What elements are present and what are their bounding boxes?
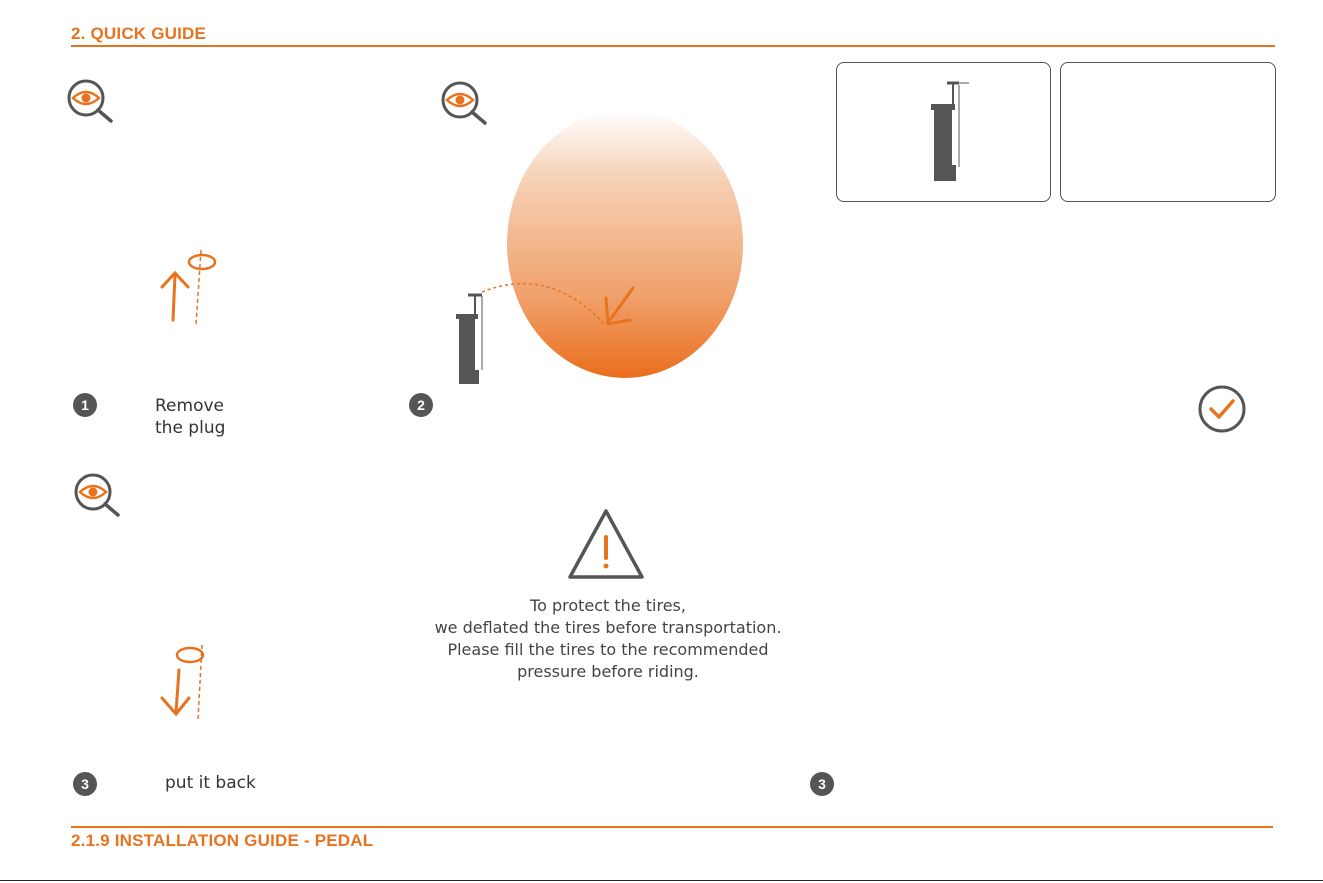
step-number-badge: 1 xyxy=(73,393,97,417)
warning-message xyxy=(380,595,836,683)
pump-connection-arrow xyxy=(470,270,640,350)
pump-icon xyxy=(927,77,975,183)
step-3-text: put it back xyxy=(165,773,256,793)
step-number-badge: 3 xyxy=(73,772,97,796)
warning-line: we deflated the tires before transportation. xyxy=(434,618,782,637)
magnifier-eye-icon xyxy=(438,80,490,126)
empty-card xyxy=(1060,62,1276,202)
footer-rule xyxy=(71,826,1273,828)
magnifier-eye-icon xyxy=(71,472,123,518)
rotate-arrow-icon xyxy=(155,245,225,330)
magnifier-eye-icon xyxy=(64,78,116,124)
step-1-line1: Remove xyxy=(155,396,224,416)
warning-icon xyxy=(565,506,647,582)
step-number-badge: 3 xyxy=(810,772,834,796)
step-1-line2: the plug xyxy=(155,418,226,438)
step-1-text xyxy=(155,395,225,439)
step-number-badge: 2 xyxy=(409,393,433,417)
warning-line: To protect the tires, xyxy=(530,596,686,615)
section-title: 2. QUICK GUIDE xyxy=(71,24,207,43)
section-subtitle: 2.1.9 INSTALLATION GUIDE - PEDAL xyxy=(71,831,374,850)
header-rule xyxy=(71,45,1275,47)
rotate-arrow-icon xyxy=(155,640,225,725)
pump-card xyxy=(836,62,1051,202)
check-circle-icon xyxy=(1197,384,1247,434)
warning-line: Please fill the tires to the recommended xyxy=(447,640,769,659)
pump-icon xyxy=(452,290,492,386)
warning-line: pressure before riding. xyxy=(517,662,699,681)
page-bottom-border xyxy=(0,880,1323,881)
